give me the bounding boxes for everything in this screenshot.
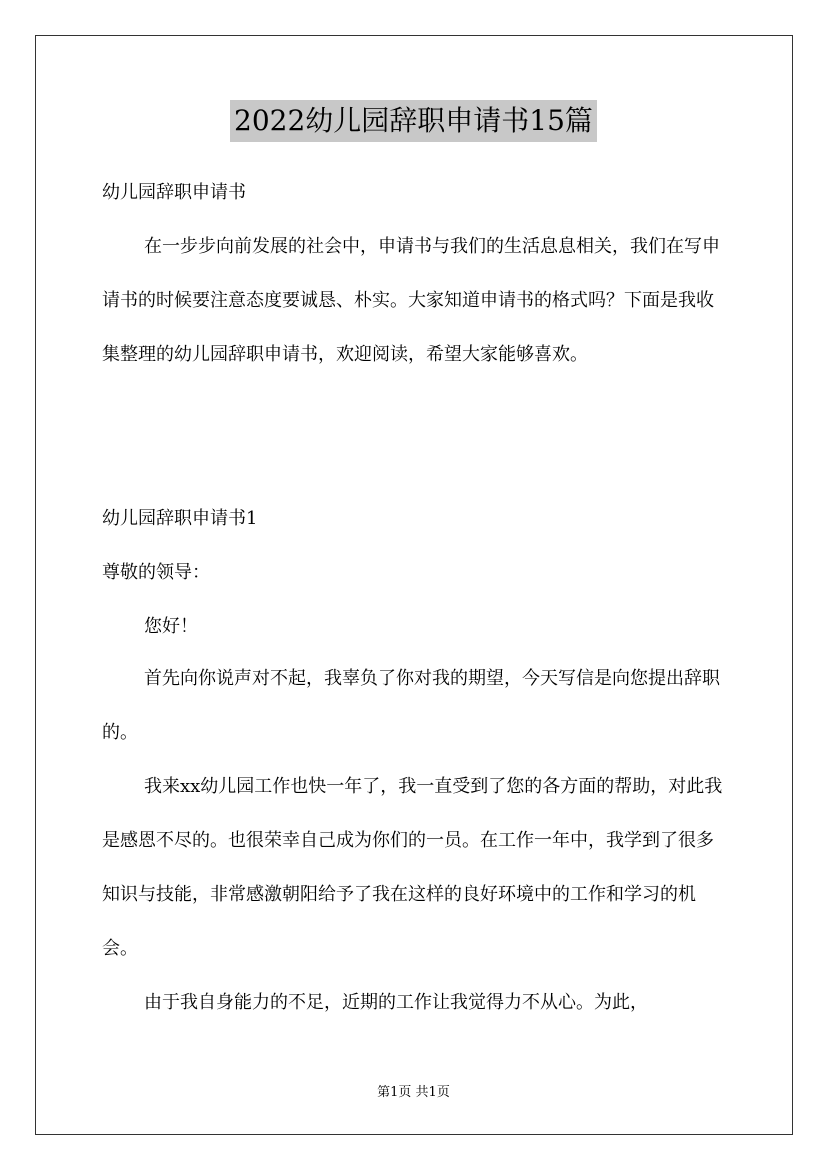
intro-heading: 幼儿园辞职申请书	[102, 182, 246, 203]
page-footer: 第1页 共1页	[377, 1085, 450, 1100]
letter1-heading: 幼儿园辞职申请书1	[102, 508, 258, 529]
document-title: 2022幼儿园辞职申请书15篇	[230, 100, 597, 142]
greeting: 您好！	[144, 616, 198, 637]
letter-paragraph-3: 由于我自身能力的不足，近期的工作让我觉得力不从心。为此，	[144, 992, 648, 1013]
title-container	[0, 100, 827, 142]
salutation: 尊敬的领导：	[102, 562, 210, 583]
letter-paragraph-2: 我来xx幼儿园工作也快一年了，我一直受到了您的各方面的帮助，对此我是感恩不尽的。也很荣幸自己成为你们的一员。在工作一年中，我学到了很多知识与技能，非常感激朝阳给予了我在这样的良好环境中的工作和学习的机会。	[102, 776, 723, 959]
letter-paragraph-1: 首先向你说声对不起，我辜负了你对我的期望，今天写信是向您提出辞职的。	[102, 668, 720, 743]
intro-paragraph: 在一步步向前发展的社会中，申请书与我们的生活息息相关，我们在写申请书的时候要注意态度要诚恳、朴实。大家知道申请书的格式吗？下面是我收集整理的幼儿园辞职申请书，欢迎阅读，希望大家能够喜欢。	[102, 236, 720, 365]
